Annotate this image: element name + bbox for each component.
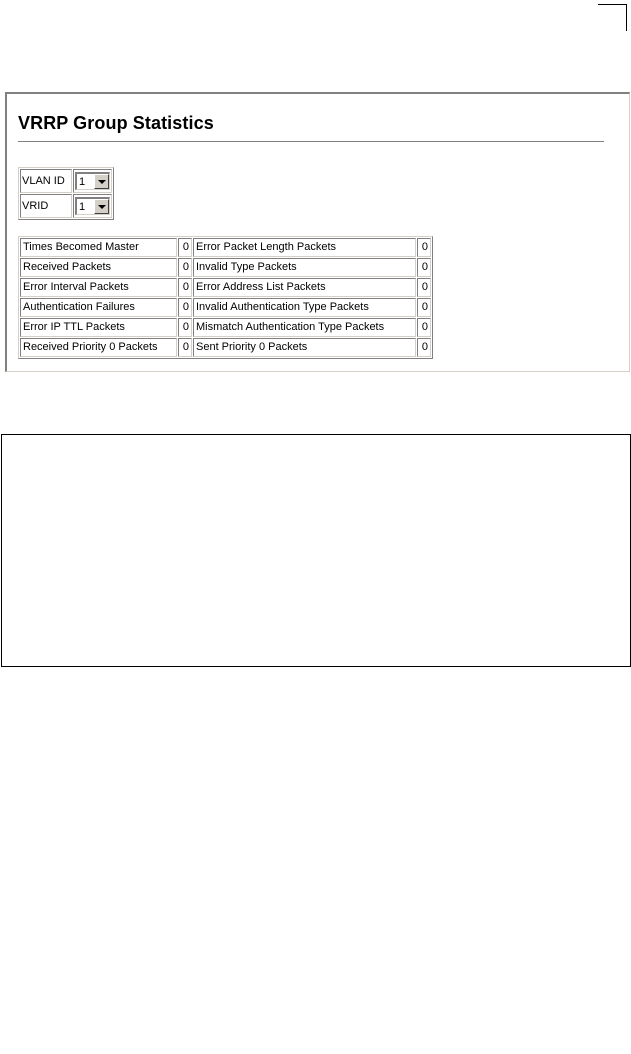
stat-label: Error Interval Packets [20, 278, 177, 297]
stat-value: 0 [178, 258, 192, 277]
empty-text-box [1, 434, 631, 667]
stat-value: 0 [178, 298, 192, 317]
stat-value: 0 [178, 318, 192, 337]
group-selector-table [18, 167, 114, 220]
table-row [20, 338, 431, 357]
vrid-select[interactable] [75, 197, 110, 215]
stat-label: Error Packet Length Packets [193, 238, 416, 257]
table-row [20, 278, 431, 297]
stat-value: 0 [178, 338, 192, 357]
stat-value: 0 [417, 278, 431, 297]
stat-value: 0 [417, 318, 431, 337]
chevron-down-icon[interactable] [94, 199, 109, 214]
statistics-table [18, 236, 433, 359]
vrid-row [20, 194, 112, 218]
stat-label: Received Priority 0 Packets [20, 338, 177, 357]
vrid-label: VRID [20, 194, 72, 218]
vlan-id-label: VLAN ID [20, 169, 72, 193]
stat-value: 0 [417, 298, 431, 317]
vlan-id-cell [73, 169, 112, 193]
stat-label: Sent Priority 0 Packets [193, 338, 416, 357]
chevron-down-icon[interactable] [94, 174, 109, 189]
vrrp-statistics-panel [5, 92, 630, 372]
stat-label: Error Address List Packets [193, 278, 416, 297]
stat-value: 0 [417, 338, 431, 357]
page-corner-mark [598, 4, 627, 31]
title-divider [18, 141, 604, 143]
page-title: VRRP Group Statistics [18, 113, 214, 133]
vlan-id-row [20, 169, 112, 193]
stat-label: Invalid Type Packets [193, 258, 416, 277]
vlan-id-select-value: 1 [79, 176, 86, 188]
vlan-id-select[interactable] [75, 172, 110, 190]
stat-value: 0 [178, 278, 192, 297]
table-row [20, 238, 431, 257]
stat-value: 0 [417, 258, 431, 277]
vrid-select-value: 1 [79, 201, 86, 213]
stat-value: 0 [178, 238, 192, 257]
table-row [20, 298, 431, 317]
stat-label: Times Becomed Master [20, 238, 177, 257]
stat-label: Mismatch Authentication Type Packets [193, 318, 416, 337]
vrid-cell [73, 194, 112, 218]
stat-label: Invalid Authentication Type Packets [193, 298, 416, 317]
stat-value: 0 [417, 238, 431, 257]
table-row [20, 318, 431, 337]
stat-label: Error IP TTL Packets [20, 318, 177, 337]
stat-label: Received Packets [20, 258, 177, 277]
table-row [20, 258, 431, 277]
stat-label: Authentication Failures [20, 298, 177, 317]
